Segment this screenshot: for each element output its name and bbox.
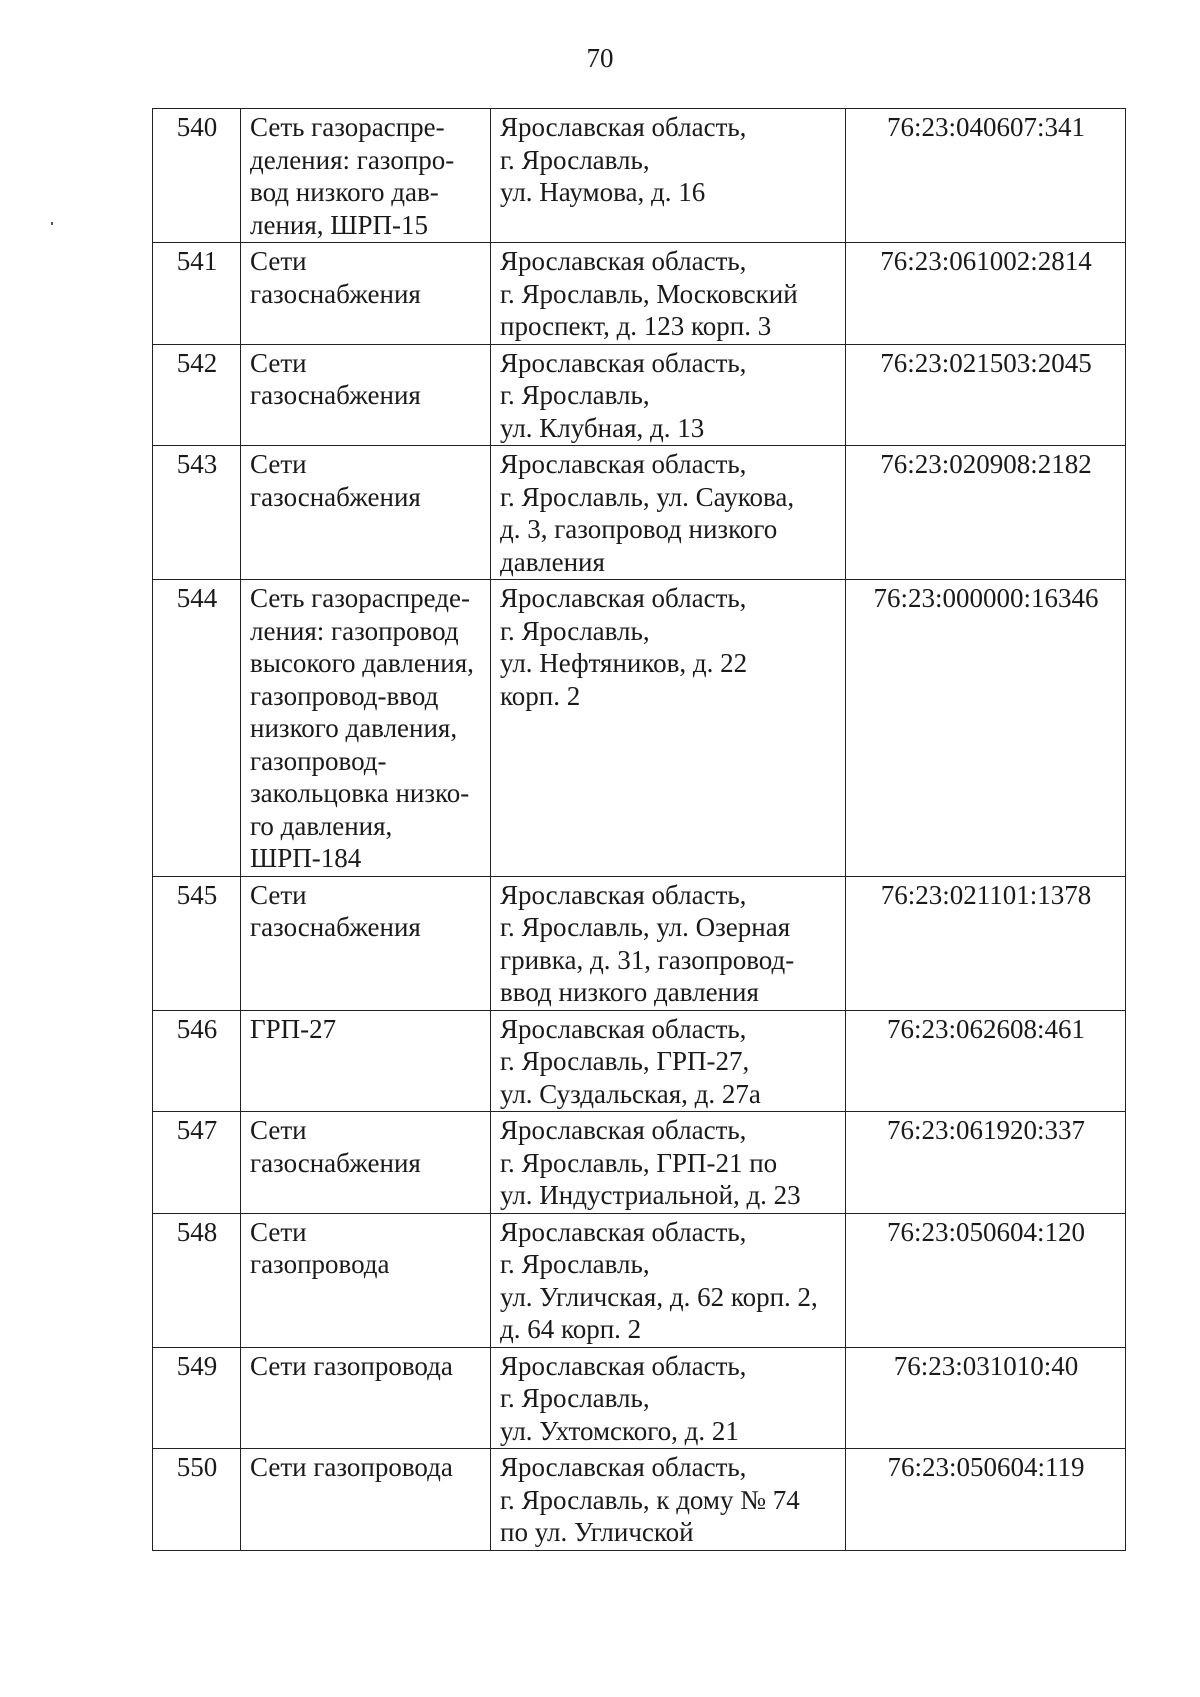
table-row bbox=[153, 446, 1126, 580]
page-number: 70 bbox=[586, 43, 614, 73]
address-line: г. Ярославль, ул. Озерная bbox=[500, 912, 791, 942]
gas-network-registry-table bbox=[152, 108, 1126, 1551]
object-name-cell bbox=[241, 1213, 491, 1347]
address-line: Ярославская область, bbox=[500, 449, 747, 479]
object-name-line: газоснабжения bbox=[250, 380, 421, 410]
object-name-line: высокого давления, bbox=[250, 648, 474, 678]
table-row bbox=[153, 1213, 1126, 1347]
address-line: ввод низкого давления bbox=[500, 977, 759, 1007]
table-row bbox=[153, 109, 1126, 243]
object-name-line: газоснабжения bbox=[250, 481, 421, 512]
address-line: ул. Ухтомского, д. 21 bbox=[500, 1415, 739, 1446]
cadastral-number: 76:23:031010:40 bbox=[846, 1347, 1126, 1449]
address-cell bbox=[491, 243, 846, 345]
object-name-line: газопровода bbox=[250, 1249, 390, 1279]
row-number: 540 bbox=[153, 109, 241, 243]
object-name-cell bbox=[241, 109, 491, 243]
address-line: проспект, д. 123 корп. 3 bbox=[500, 311, 772, 341]
address-line: г. Ярославль, bbox=[500, 380, 650, 410]
object-name-cell bbox=[241, 1112, 491, 1214]
address-line: Ярославская область, bbox=[500, 1350, 747, 1381]
table-row bbox=[153, 243, 1126, 345]
object-name-line: ления: газопровод bbox=[250, 615, 459, 646]
object-name-line: Сети bbox=[250, 879, 307, 910]
object-name-cell bbox=[241, 1449, 491, 1551]
table-row bbox=[153, 1449, 1126, 1551]
address-cell bbox=[491, 344, 846, 446]
address-line: г. Ярославль, Московский bbox=[500, 278, 798, 309]
cadastral-number: 76:23:040607:341 bbox=[846, 109, 1126, 243]
scan-speck bbox=[51, 222, 53, 225]
cadastral-number: 76:23:061920:337 bbox=[846, 1112, 1126, 1214]
address-line: г. Ярославль, ГРП-27, bbox=[500, 1046, 750, 1076]
object-name-line: низкого давления, bbox=[250, 713, 458, 743]
row-number: 548 bbox=[153, 1213, 241, 1347]
object-name-line: вод низкого дав- bbox=[250, 177, 439, 207]
address-cell bbox=[491, 1449, 846, 1551]
address-line: ул. Индустриальной, д. 23 bbox=[500, 1180, 801, 1210]
object-name-line: газоснабжения bbox=[250, 1147, 421, 1178]
table-row bbox=[153, 344, 1126, 446]
cadastral-number: 76:23:000000:16346 bbox=[846, 580, 1126, 877]
address-line: г. Ярославль, bbox=[500, 1249, 650, 1279]
address-cell bbox=[491, 1347, 846, 1449]
address-line: Ярославская область, bbox=[500, 1115, 747, 1145]
row-number: 549 bbox=[153, 1347, 241, 1449]
address-line: Ярославская область, bbox=[500, 1452, 747, 1482]
address-line: гривка, д. 31, газопровод- bbox=[500, 944, 795, 975]
object-name-cell bbox=[241, 580, 491, 877]
object-name-line: ГРП-27 bbox=[250, 1013, 337, 1044]
object-name-line: газопровод- bbox=[250, 745, 387, 776]
address-cell bbox=[491, 1010, 846, 1112]
address-line: г. Ярославль, ул. Саукова, bbox=[500, 481, 795, 512]
address-line: д. 3, газопровод низкого bbox=[500, 514, 778, 544]
row-number: 541 bbox=[153, 243, 241, 345]
registry-table-body bbox=[153, 109, 1126, 1551]
address-line: ул. Суздальская, д. 27а bbox=[500, 1078, 761, 1109]
object-name-line: газоснабжения bbox=[250, 912, 421, 942]
cadastral-number: 76:23:061002:2814 bbox=[846, 243, 1126, 345]
object-name-cell bbox=[241, 1010, 491, 1112]
row-number: 542 bbox=[153, 344, 241, 446]
address-line: корп. 2 bbox=[500, 680, 581, 711]
object-name-cell bbox=[241, 1347, 491, 1449]
cadastral-number: 76:23:050604:120 bbox=[846, 1213, 1126, 1347]
object-name-line: Сеть газораспре- bbox=[250, 112, 445, 142]
address-line: г. Ярославль, bbox=[500, 615, 650, 646]
cadastral-number: 76:23:021101:1378 bbox=[846, 876, 1126, 1010]
object-name-line: Сети газопровода bbox=[250, 1452, 453, 1482]
address-line: ул. Клубная, д. 13 bbox=[500, 412, 705, 443]
object-name-line: Сети газопровода bbox=[250, 1350, 453, 1381]
address-line: ул. Нефтяников, д. 22 bbox=[500, 648, 748, 678]
cadastral-number: 76:23:050604:119 bbox=[846, 1449, 1126, 1551]
address-line: г. Ярославль, к дому № 74 bbox=[500, 1484, 800, 1515]
row-number: 545 bbox=[153, 876, 241, 1010]
object-name-line: Сети bbox=[250, 1115, 307, 1145]
address-cell bbox=[491, 109, 846, 243]
address-cell bbox=[491, 446, 846, 580]
address-cell bbox=[491, 580, 846, 877]
object-name-cell bbox=[241, 876, 491, 1010]
address-line: Ярославская область, bbox=[500, 879, 747, 910]
table-row bbox=[153, 580, 1126, 877]
address-line: ул. Наумова, д. 16 bbox=[500, 177, 706, 207]
cadastral-number: 76:23:020908:2182 bbox=[846, 446, 1126, 580]
object-name-cell bbox=[241, 344, 491, 446]
object-name-line: Сети bbox=[250, 347, 307, 378]
address-line: ул. Угличская, д. 62 корп. 2, bbox=[500, 1281, 818, 1312]
address-line: г. Ярославль, bbox=[500, 144, 650, 175]
address-line: Ярославская область, bbox=[500, 1216, 747, 1247]
object-name-line: газопровод-ввод bbox=[250, 680, 439, 711]
row-number: 547 bbox=[153, 1112, 241, 1214]
table-row bbox=[153, 1112, 1126, 1214]
address-line: Ярославская область, bbox=[500, 347, 747, 378]
address-line: д. 64 корп. 2 bbox=[500, 1314, 642, 1344]
object-name-line: Сеть газораспреде- bbox=[250, 583, 471, 613]
address-line: по ул. Угличской bbox=[500, 1517, 694, 1547]
row-number: 543 bbox=[153, 446, 241, 580]
object-name-cell bbox=[241, 243, 491, 345]
cadastral-number: 76:23:062608:461 bbox=[846, 1010, 1126, 1112]
address-line: г. Ярославль, bbox=[500, 1383, 650, 1413]
object-name-line: закольцовка низко- bbox=[250, 778, 470, 808]
address-cell bbox=[491, 876, 846, 1010]
address-cell bbox=[491, 1112, 846, 1214]
address-line: Ярославская область, bbox=[500, 1013, 747, 1044]
table-row bbox=[153, 1347, 1126, 1449]
address-line: Ярославская область, bbox=[500, 112, 747, 142]
object-name-line: го давления, bbox=[250, 810, 393, 841]
object-name-line: газоснабжения bbox=[250, 278, 421, 309]
cadastral-number: 76:23:021503:2045 bbox=[846, 344, 1126, 446]
address-line: Ярославская область, bbox=[500, 246, 747, 276]
object-name-line: Сети bbox=[250, 246, 307, 276]
object-name-line: ШРП-184 bbox=[250, 843, 362, 873]
table-row bbox=[153, 1010, 1126, 1112]
row-number: 550 bbox=[153, 1449, 241, 1551]
row-number: 546 bbox=[153, 1010, 241, 1112]
address-line: г. Ярославль, ГРП-21 по bbox=[500, 1147, 778, 1178]
object-name-line: ления, ШРП-15 bbox=[250, 209, 429, 240]
object-name-line: деления: газопро- bbox=[250, 144, 455, 175]
object-name-line: Сети bbox=[250, 1216, 307, 1247]
address-line: давления bbox=[500, 546, 605, 577]
address-line: Ярославская область, bbox=[500, 583, 747, 613]
table-row bbox=[153, 876, 1126, 1010]
row-number: 544 bbox=[153, 580, 241, 877]
address-cell bbox=[491, 1213, 846, 1347]
object-name-cell bbox=[241, 446, 491, 580]
object-name-line: Сети bbox=[250, 449, 307, 479]
